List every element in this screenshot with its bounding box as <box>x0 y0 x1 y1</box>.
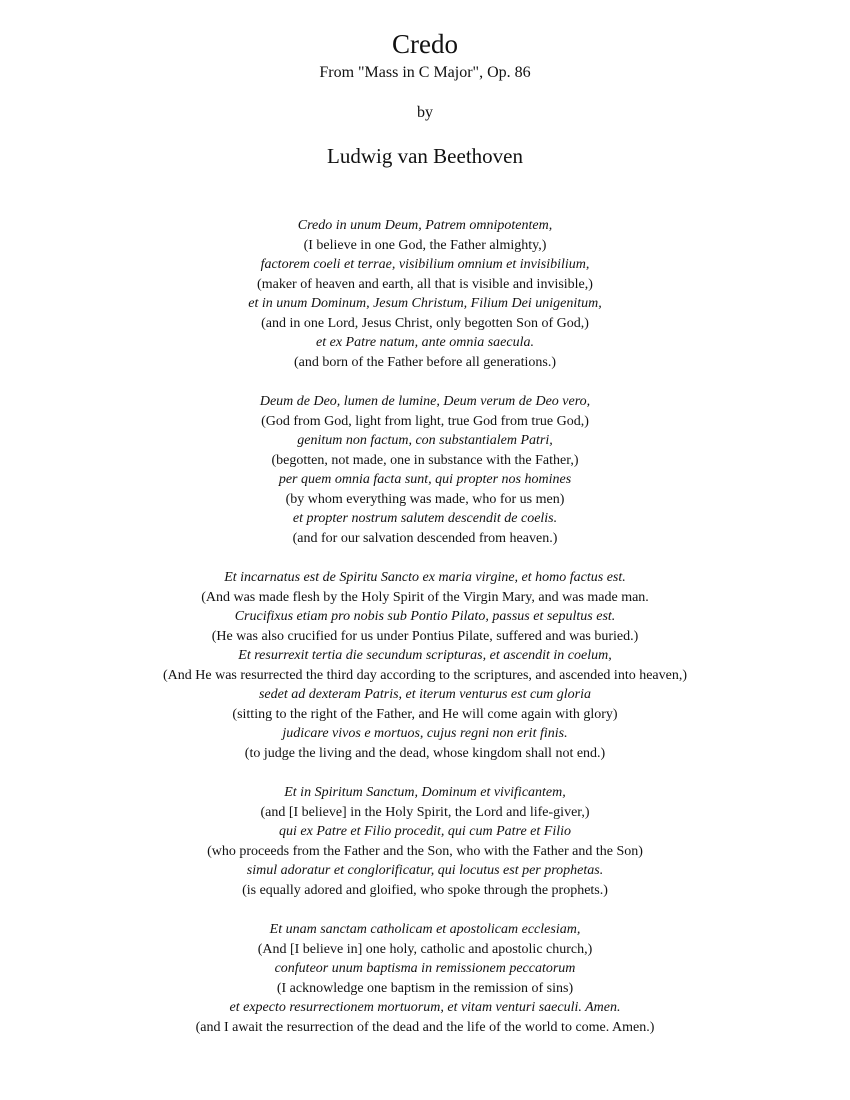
english-line: (and I await the resurrection of the dead and the life of the world to come. Amen.) <box>195 1019 655 1035</box>
stanza <box>0 216 850 372</box>
composer-name: Ludwig van Beethoven <box>327 144 523 168</box>
english-line: (I believe in one God, the Father almighty,) <box>303 237 547 253</box>
latin-line: Et resurrexit tertia die secundum scripturas, et ascendit in coelum, <box>238 648 612 663</box>
latin-line: et ex Patre natum, ante omnia saecula. <box>316 335 534 350</box>
by-line: by <box>417 104 433 121</box>
latin-line: factorem coeli et terrae, visibilium omnium et invisibilium, <box>260 257 590 272</box>
stanza <box>0 920 850 1037</box>
english-line: (is equally adored and gloified, who spoke through the prophets.) <box>242 882 608 898</box>
english-line: (by whom everything was made, who for us men) <box>285 491 565 507</box>
page-subtitle: From "Mass in C Major", Op. 86 <box>319 64 531 81</box>
lyrics-body <box>0 216 850 1057</box>
latin-line: qui ex Patre et Filio procedit, qui cum Patre et Filio <box>279 824 571 839</box>
english-line: (to judge the living and the dead, whose kingdom shall not end.) <box>244 745 606 761</box>
english-line: (and born of the Father before all generations.) <box>293 354 556 370</box>
english-line: (and for our salvation descended from heaven.) <box>292 530 558 546</box>
english-line: (And [I believe in] one holy, catholic and apostolic church,) <box>257 941 593 957</box>
latin-line: genitum non factum, con substantialem Patri, <box>297 433 553 448</box>
english-line: (And was made flesh by the Holy Spirit of the Virgin Mary, and was made man. <box>201 589 649 605</box>
english-line: (who proceeds from the Father and the Son, who with the Father and the Son) <box>207 843 643 859</box>
latin-line: Deum de Deo, lumen de lumine, Deum verum de Deo vero, <box>259 394 591 409</box>
english-line: (I acknowledge one baptism in the remission of sins) <box>276 980 574 996</box>
latin-line: Et in Spiritum Sanctum, Dominum et vivificantem, <box>284 785 566 800</box>
page-title: Credo <box>392 29 458 59</box>
english-line: (God from God, light from light, true God from true God,) <box>261 413 589 429</box>
english-line: (maker of heaven and earth, all that is visible and invisible,) <box>257 276 593 292</box>
stanza <box>0 392 850 548</box>
english-line: (and in one Lord, Jesus Christ, only begotten Son of God,) <box>261 315 589 331</box>
english-line: (He was also crucified for us under Pontius Pilate, suffered and was buried.) <box>211 628 639 644</box>
latin-line: Crucifixus etiam pro nobis sub Pontio Pilato, passus et sepultus est. <box>234 609 616 624</box>
stanza <box>0 783 850 900</box>
english-line: (And He was resurrected the third day according to the scriptures, and ascended into heaven,) <box>162 667 688 683</box>
english-line: (sitting to the right of the Father, and He will come again with glory) <box>232 706 618 722</box>
latin-line: et in unum Dominum, Jesum Christum, Filium Dei unigenitum, <box>248 296 602 311</box>
latin-line: et propter nostrum salutem descendit de coelis. <box>292 511 558 526</box>
latin-line: Et incarnatus est de Spiritu Sancto ex maria virgine, et homo factus est. <box>224 570 626 585</box>
latin-line: et expecto resurrectionem mortuorum, et vitam venturi saeculi. Amen. <box>229 1000 621 1015</box>
stanza <box>0 568 850 763</box>
latin-line: simul adoratur et conglorificatur, qui locutus est per prophetas. <box>246 863 604 878</box>
latin-line: Credo in unum Deum, Patrem omnipotentem, <box>297 218 553 233</box>
latin-line: judicare vivos e mortuos, cujus regni non erit finis. <box>282 726 568 741</box>
latin-line: sedet ad dexteram Patris, et iterum venturus est cum gloria <box>258 687 592 702</box>
english-line: (and [I believe] in the Holy Spirit, the Lord and life-giver,) <box>260 804 590 820</box>
english-line: (begotten, not made, one in substance with the Father,) <box>271 452 579 468</box>
latin-line: per quem omnia facta sunt, qui propter nos homines <box>278 472 572 487</box>
latin-line: confuteor unum baptisma in remissionem peccatorum <box>274 961 576 976</box>
latin-line: Et unam sanctam catholicam et apostolicam ecclesiam, <box>269 922 581 937</box>
